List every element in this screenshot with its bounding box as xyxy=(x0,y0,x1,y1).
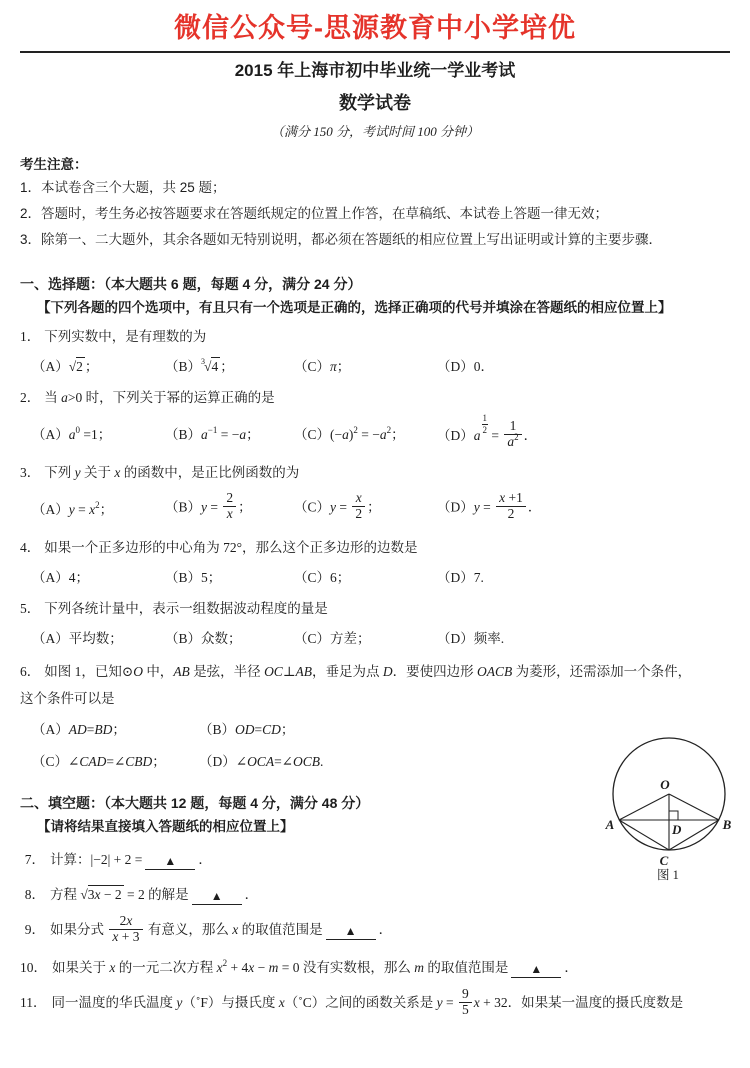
figure-label-o: O xyxy=(660,777,670,792)
option-b: （B）y = $\frac{2}{x}$ ； xyxy=(165,489,252,521)
right-angle-mark xyxy=(669,811,678,820)
figure-1-circle-diagram xyxy=(598,712,748,884)
exam-title: 2015 年上海市初中毕业统一学业考试 xyxy=(234,61,516,80)
question-11: 11． 同一温度的华氏温度 y（˚F）与摄氏度 x（˚C）之间的函数关系是 y = $\frac{9}{5}$ x + 32．如果某一温度的摄氏度数是 xyxy=(20,985,684,1017)
question-2 xyxy=(20,386,730,456)
option-c: （C）方差； xyxy=(294,631,371,646)
option-a: （A）平均数； xyxy=(32,631,123,646)
question-1-options xyxy=(20,349,730,381)
question-1 xyxy=(20,325,730,381)
notice-heading: 考生注意： xyxy=(20,157,88,172)
question-5 xyxy=(20,597,730,653)
question-1-stem: 1． 下列实数中，是有理数的为 xyxy=(20,329,207,344)
figure-label-a: A xyxy=(605,817,615,832)
notice-item-1: 1．本试卷含三个大题，共 25 题； xyxy=(20,180,226,195)
section-choice-heading: 一、选择题：（本大题共 6 题，每题 4 分，满分 24 分） xyxy=(20,276,362,292)
answer-blank: ▲ xyxy=(511,962,561,978)
question-4 xyxy=(20,536,730,592)
answer-blank: ▲ xyxy=(145,854,195,870)
question-10: 10． 如果关于 x 的一元二次方程 $x^2 + 4x - m = 0$ 没有实数根，那么 m 的取值范围是 ▲ ． xyxy=(20,957,578,976)
question-8: 8． 方程 √3x − 2 = 2 的解是 ▲ ． xyxy=(24,887,259,903)
option-a: $(A)y = x^2$； xyxy=(32,500,114,517)
option-d: （D）a $\frac{1}{2}$ = $\frac{1}{a^2}$ ． xyxy=(437,412,538,450)
question-2-stem: 2． 当 a>0 时，下列关于幂的运算正确的是 xyxy=(20,390,275,405)
option-d: （D）频率. xyxy=(437,631,505,646)
option-b: （B）OD=CD； xyxy=(199,722,295,737)
section-fill-instruction: 【请将结果直接填入答题纸的相应位置上】 xyxy=(37,819,294,834)
segment-ac xyxy=(619,820,669,850)
option-d: （D）7. xyxy=(437,570,484,585)
section-choice-instruction: 【下列各题的四个选项中，有且只有一个选项是正确的，选择正确项的代号并填涂在答题纸的相应位置上】 xyxy=(37,300,672,315)
notice-item-3: 3．除第一、二大题外，其余各题如无特别说明，都必须在答题纸的相应位置上写出证明或计算的主要步骤． xyxy=(20,232,663,247)
option-a: （A）√2 ； xyxy=(32,359,99,374)
option-b: （B）众数； xyxy=(165,631,242,646)
question-2-options xyxy=(20,410,730,456)
answer-blank: ▲ xyxy=(192,889,242,905)
question-3 xyxy=(20,461,730,531)
divider xyxy=(20,51,730,53)
option-c: （C）6； xyxy=(294,570,351,585)
notice-item-2: 2．答题时，考生务必按答题要求在答题纸规定的位置上作答，在草稿纸、本试卷上答题一律无效； xyxy=(20,206,609,221)
question-5-options xyxy=(20,621,730,653)
question-7: 7． 计算：|−2| + 2 = ▲ ． xyxy=(24,852,212,868)
banner: 微信公众号-思源教育中小学培优 xyxy=(174,13,576,43)
option-c: $(C)(-a)^2 = -a^2$； xyxy=(294,425,405,442)
option-d: （D）0． xyxy=(437,359,494,374)
segment-ob xyxy=(669,794,719,820)
figure-label-b: B xyxy=(722,817,732,832)
question-5-stem: 5． 下列各统计量中，表示一组数据波动程度的量是 xyxy=(20,601,328,616)
option-c: （C）∠CAD=∠CBD； xyxy=(32,754,166,769)
question-4-options xyxy=(20,560,730,592)
segment-oa xyxy=(619,794,669,820)
option-a: $(A)a^0 =1$； xyxy=(32,425,112,442)
option-a: （A）AD=BD； xyxy=(32,722,126,737)
answer-blank: ▲ xyxy=(326,924,376,940)
option-a: （A）4； xyxy=(32,570,89,585)
option-b: $(B)^3√4$ ； xyxy=(165,357,234,374)
figure-caption: 图 1 xyxy=(657,868,679,882)
question-3-stem: 3． 下列 y 关于 x 的函数中，是正比例函数的为 xyxy=(20,465,300,480)
question-9: 9． 如果分式 $\frac{2x}{x + 3}$ 有意义，那么 x 的取值范围是 ▲ ． xyxy=(24,913,393,944)
question-3-options xyxy=(20,485,730,531)
figure-label-c: C xyxy=(659,853,669,868)
question-6-stem-line2: 这个条件可以是 xyxy=(20,691,115,706)
exam-subject: 数学试卷 xyxy=(339,93,411,113)
exam-meta: （满分 150 分，考试时间 100 分钟） xyxy=(270,124,479,139)
section-fill-heading: 二、填空题：（本大题共 12 题，每题 4 分，满分 48 分） xyxy=(20,795,370,811)
option-c: （C）y = $\frac{x}{2}$ ； xyxy=(294,489,381,521)
option-c: （C）π； xyxy=(294,359,351,374)
option-b: $(B)a^{-1} = -a$； xyxy=(165,425,260,442)
option-d: （D）∠OCA=∠OCB. xyxy=(199,754,324,769)
question-6-stem: 6． 如图 1，已知⊙O 中，AB 是弦，半径 OC⊥AB，垂足为点 D．要使四边形 OACB 为菱形，还需添加一个条件， xyxy=(20,664,692,679)
question-4-stem: 4． 如果一个正多边形的中心角为 72°，那么这个正多边形的边数是 xyxy=(20,540,418,555)
option-d: （D）y = $\frac{x +1}{2}$ ． xyxy=(437,489,542,521)
option-b: （B）5； xyxy=(165,570,222,585)
figure-label-d: D xyxy=(672,822,682,837)
